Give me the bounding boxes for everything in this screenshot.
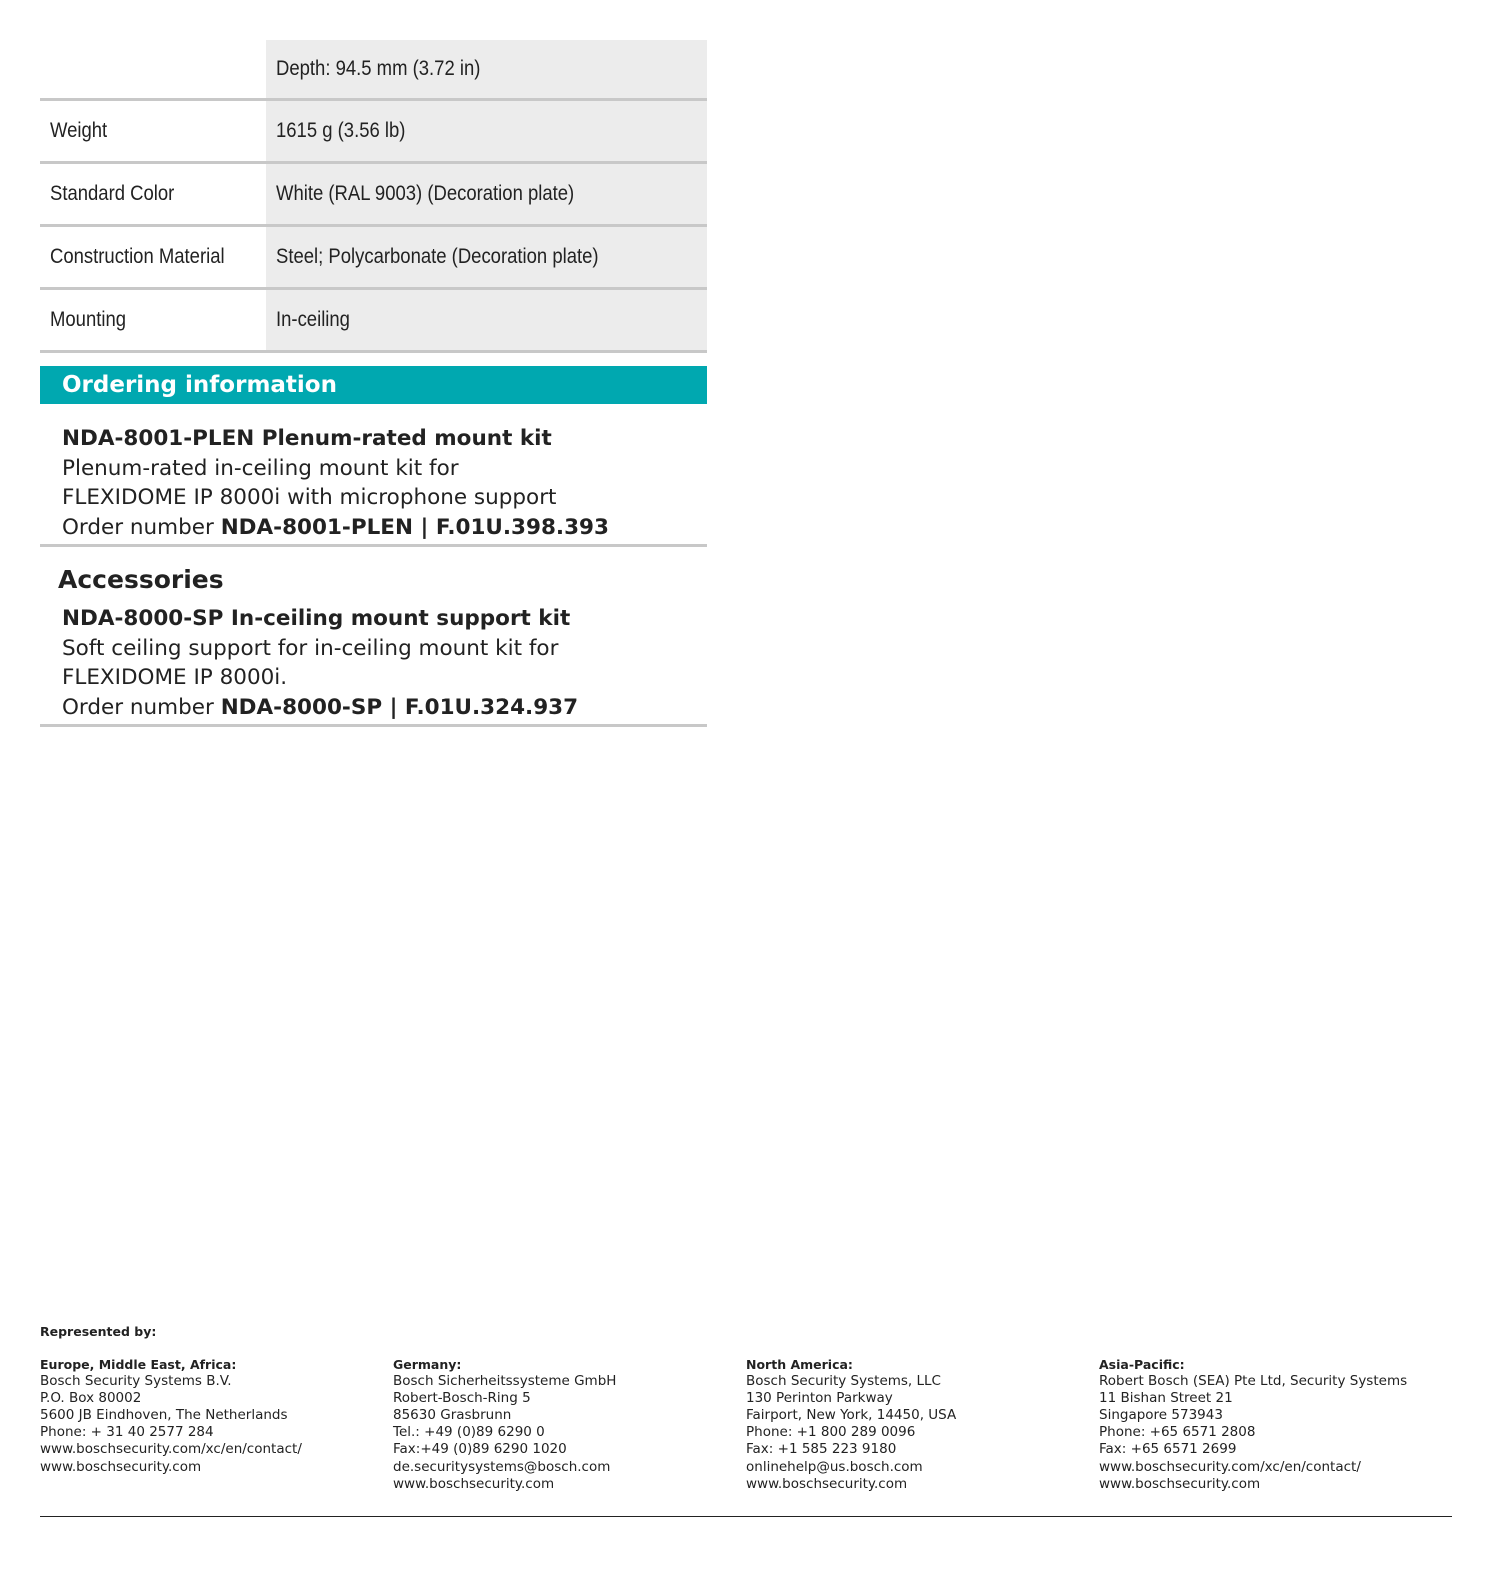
contact-link[interactable]: www.boschsecurity.com — [1099, 1475, 1261, 1492]
spec-label: Standard Color — [50, 182, 175, 205]
ordering-item-title: NDA-8001-PLEN Plenum-rated mount kit — [62, 426, 552, 451]
contact-line: Fax: +65 6571 2699 — [1099, 1441, 1237, 1458]
contact-line: Bosch Security Systems B.V. — [40, 1373, 232, 1390]
spec-value: Depth: 94.5 mm (3.72 in) — [264, 40, 707, 98]
region-heading: North America: — [746, 1357, 853, 1372]
accessory-item-description-line: Soft ceiling support for in-ceiling mount kit for — [62, 635, 559, 661]
spec-value: In-ceiling — [264, 290, 707, 350]
ordering-information-heading: Ordering information — [40, 366, 707, 404]
ordering-item-description-line: Plenum-rated in-ceiling mount kit for — [62, 455, 459, 481]
contact-line: P.O. Box 80002 — [40, 1390, 142, 1407]
contact-line: Fax: +1 585 223 9180 — [746, 1441, 897, 1458]
specification-table — [40, 40, 707, 353]
contact-line: 5600 JB Eindhoven, The Netherlands — [40, 1407, 288, 1424]
contact-line: Phone: +1 800 289 0096 — [746, 1424, 916, 1441]
contact-region-germany — [393, 1356, 616, 1493]
region-heading: Asia-Pacific: — [1099, 1357, 1185, 1372]
contact-line: 130 Perinton Parkway — [746, 1390, 893, 1407]
order-number-value: NDA-8000-SP | F.01U.324.937 — [220, 694, 579, 720]
order-number-value: NDA-8001-PLEN | F.01U.398.393 — [220, 514, 609, 540]
contact-email[interactable]: onlinehelp@us.bosch.com — [746, 1458, 923, 1475]
contact-line: Phone: + 31 40 2577 284 — [40, 1424, 214, 1441]
spec-row-mounting — [40, 290, 707, 353]
order-number-prefix: Order number — [62, 694, 214, 720]
accessory-item-order-number — [62, 693, 707, 723]
ordering-item — [40, 424, 707, 547]
contact-link[interactable]: www.boschsecurity.com — [40, 1458, 202, 1475]
spec-row-standard-color — [40, 164, 707, 227]
contact-link[interactable]: www.boschsecurity.com/xc/en/contact/ — [1099, 1458, 1361, 1475]
contact-line: 85630 Grasbrunn — [393, 1407, 512, 1424]
contact-region-asia-pacific — [1099, 1356, 1407, 1493]
spec-label: Mounting — [50, 308, 127, 331]
contact-line: Bosch Sicherheitssysteme GmbH — [393, 1373, 617, 1390]
contact-region-emea — [40, 1356, 302, 1476]
spec-row-construction-material — [40, 227, 707, 290]
contact-link[interactable]: www.boschsecurity.com — [393, 1475, 555, 1492]
spec-row-depth — [40, 40, 707, 101]
ordering-item-order-number — [62, 513, 707, 543]
accessory-item — [40, 604, 707, 727]
contact-line: Tel.: +49 (0)89 6290 0 — [393, 1424, 545, 1441]
contact-line: Fax:+49 (0)89 6290 1020 — [393, 1441, 567, 1458]
spec-label — [40, 40, 264, 98]
contact-line: Bosch Security Systems, LLC — [746, 1373, 941, 1390]
ordering-item-description-line: FLEXIDOME IP 8000i with microphone support — [62, 485, 557, 510]
spec-label: Construction Material — [50, 245, 225, 268]
spec-value: 1615 g (3.56 lb) — [264, 101, 707, 161]
footer — [40, 1324, 1452, 1492]
spec-value: Steel; Polycarbonate (Decoration plate) — [264, 227, 707, 287]
accessories-heading: Accessories — [58, 565, 224, 594]
contact-line: 11 Bishan Street 21 — [1099, 1390, 1233, 1407]
contact-link[interactable]: www.boschsecurity.com/xc/en/contact/ — [40, 1441, 302, 1458]
contact-line: Robert Bosch (SEA) Pte Ltd, Security Systems — [1099, 1373, 1408, 1390]
contact-email[interactable]: de.securitysystems@bosch.com — [393, 1458, 611, 1475]
spec-row-weight — [40, 101, 707, 164]
contact-line: Singapore 573943 — [1099, 1407, 1223, 1424]
region-heading: Germany: — [393, 1357, 462, 1372]
contact-line: Fairport, New York, 14450, USA — [746, 1407, 957, 1424]
region-heading: Europe, Middle East, Africa: — [40, 1357, 237, 1372]
order-number-prefix: Order number — [62, 514, 214, 540]
footer-divider — [40, 1516, 1452, 1517]
contact-link[interactable]: www.boschsecurity.com — [746, 1475, 908, 1492]
accessory-item-description-line: FLEXIDOME IP 8000i. — [62, 665, 288, 690]
spec-value: White (RAL 9003) (Decoration plate) — [264, 164, 707, 224]
accessory-item-title: NDA-8000-SP In-ceiling mount support kit — [62, 606, 571, 631]
represented-by-label: Represented by: — [40, 1324, 157, 1339]
contact-line: Phone: +65 6571 2808 — [1099, 1424, 1256, 1441]
contact-region-north-america — [746, 1356, 956, 1493]
contact-line: Robert-Bosch-Ring 5 — [393, 1390, 531, 1407]
spec-label: Weight — [50, 119, 108, 142]
